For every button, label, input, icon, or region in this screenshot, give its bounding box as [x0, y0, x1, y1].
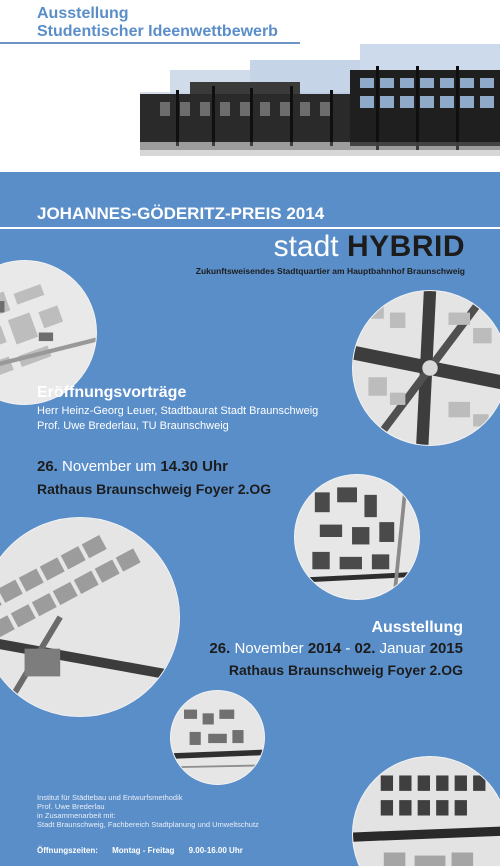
project-title: [274, 230, 465, 264]
opening-speaker-1: Herr Heinz-Georg Leuer, Stadtbaurat Stadt Braunschweig: [37, 405, 319, 417]
project-prefix: stadt: [273, 230, 339, 263]
site-plan-image-1: [0, 261, 96, 404]
site-plan-image-5: [171, 691, 264, 784]
opening-hours: [37, 846, 255, 855]
footer-line-3: in Zusammenarbeit mit:: [37, 811, 116, 820]
opening-heading: Eröffnungsvorträge: [37, 384, 187, 401]
site-plan-circle-4: [0, 517, 180, 717]
project-name: HYBRID: [346, 230, 465, 263]
opening-location: Rathaus Braunschweig Foyer 2.OG: [37, 481, 272, 497]
header-line-2: Studentischer Ideenwettbewerb: [37, 23, 278, 40]
opening-hours-label: Öffnungszeiten:: [37, 846, 98, 855]
exhibition-heading: Ausstellung: [371, 619, 463, 636]
site-plan-circle-3: [294, 474, 420, 600]
site-plan-image-4: [0, 518, 179, 716]
opening-hours-days: Montag - Freitag: [112, 846, 175, 855]
exhibition-separator: -: [345, 640, 351, 657]
header-line-1: Ausstellung: [37, 5, 129, 22]
exhibition-start-month: November: [234, 640, 304, 657]
footer-line-2: Prof. Uwe Brederlau: [37, 802, 105, 811]
footer-line-4: Stadt Braunschweig, Fachbereich Stadtplanung und Umweltschutz: [37, 820, 259, 829]
opening-day: 26.: [37, 458, 58, 475]
project-subtitle: Zukunftsweisendes Stadtquartier am Hauptbahnhof Braunschweig: [195, 266, 465, 276]
opening-hours-time: 9.00-16.00 Uhr: [188, 846, 243, 855]
site-plan-image-2: [353, 291, 500, 445]
exhibition-end-year: 2015: [429, 640, 463, 657]
exhibition-start-day: 26.: [209, 640, 231, 657]
exhibition-end-month: Januar: [379, 640, 426, 657]
award-rule: [0, 227, 500, 229]
opening-date: [37, 458, 228, 475]
header-area: [0, 0, 500, 172]
skyline-collage-image: [140, 30, 500, 160]
site-plan-image-3: [295, 475, 419, 599]
poster-body: [0, 172, 500, 866]
site-plan-circle-5: [170, 690, 265, 785]
exhibition-start-year: 2014: [307, 640, 342, 657]
exhibition-location: Rathaus Braunschweig Foyer 2.OG: [228, 662, 463, 678]
opening-speaker-2: Prof. Uwe Brederlau, TU Braunschweig: [37, 420, 229, 432]
exhibition-end-day: 02.: [354, 640, 376, 657]
opening-time: 14.30 Uhr: [160, 458, 228, 475]
award-title: JOHANNES-GÖDERITZ-PREIS 2014: [37, 204, 325, 223]
site-plan-circle-6: [352, 756, 500, 866]
site-plan-image-6: [353, 757, 500, 866]
footer-line-1: Institut für Städtebau und Entwurfsmethodik: [37, 793, 183, 802]
site-plan-circle-2: [352, 290, 500, 446]
opening-month-text: November um: [62, 458, 157, 475]
exhibition-dates: [209, 640, 463, 657]
